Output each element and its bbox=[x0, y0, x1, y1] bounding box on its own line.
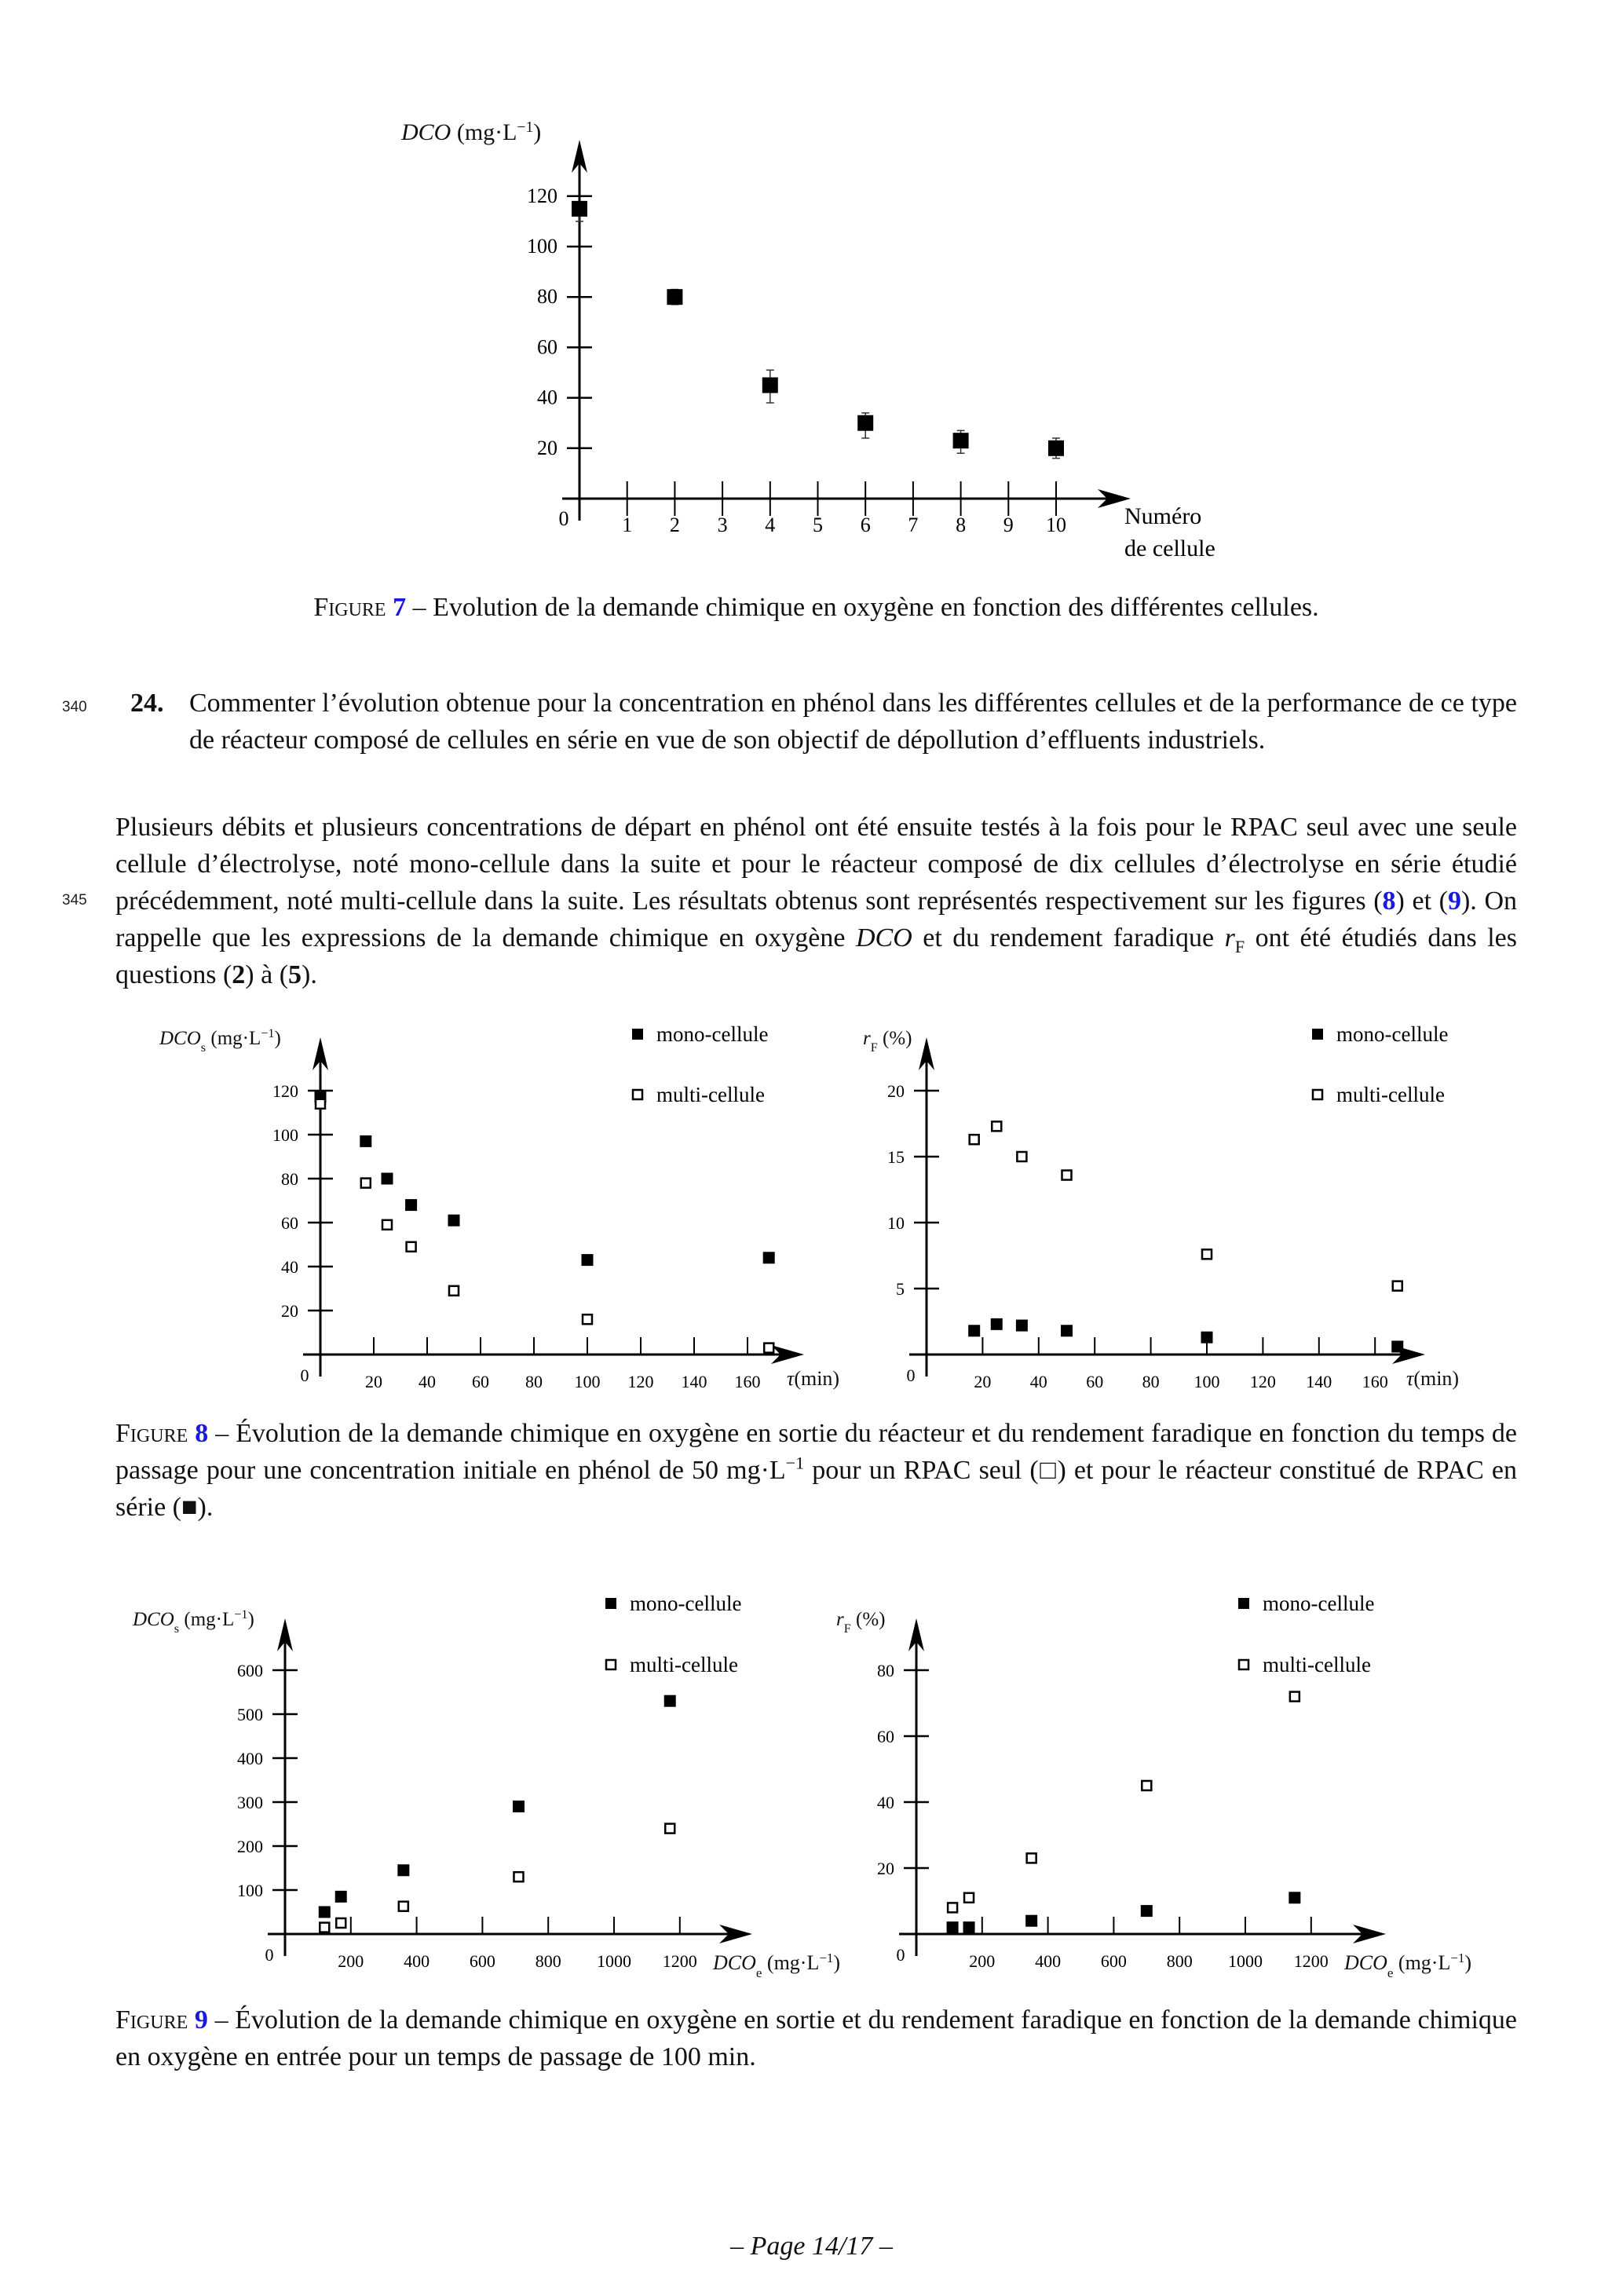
label-segment: DCO bbox=[713, 1951, 756, 1974]
figure8-caption bbox=[115, 1415, 1517, 1526]
legend-label: multi-cellule bbox=[656, 1083, 765, 1106]
data-point-mono-cellule bbox=[1201, 1332, 1213, 1344]
label-segment: ) bbox=[833, 1951, 840, 1974]
label-segment: ) bbox=[533, 119, 542, 145]
text-segment: DCO bbox=[855, 923, 912, 952]
label-segment: r bbox=[863, 1028, 871, 1049]
label-segment: (min) bbox=[1413, 1367, 1460, 1390]
x-tick-label: 1000 bbox=[1228, 1951, 1263, 1971]
x-tick-label: 40 bbox=[1029, 1372, 1047, 1391]
x-tick-label: 200 bbox=[969, 1951, 996, 1971]
data-point-multi-cellule bbox=[361, 1179, 371, 1188]
label-segment: ) bbox=[247, 1609, 254, 1630]
label-segment: −1 bbox=[261, 1026, 275, 1040]
data-point-mono-cellule bbox=[763, 1252, 775, 1263]
y-tick-label: 600 bbox=[237, 1661, 263, 1680]
label-segment: r bbox=[836, 1609, 844, 1630]
label-segment: (mg·L bbox=[179, 1609, 235, 1630]
page-footer: – Page 14/17 – bbox=[730, 2232, 893, 2261]
legend-label: mono-cellule bbox=[1336, 1022, 1449, 1046]
legend-marker-open-icon bbox=[633, 1090, 642, 1099]
label-segment: DCO bbox=[133, 1609, 174, 1630]
y-tick-label: 10 bbox=[887, 1213, 905, 1233]
label-segment: ) bbox=[1464, 1951, 1471, 1974]
data-point-mono-cellule bbox=[448, 1215, 460, 1227]
x-axis-label: Numéro bbox=[1124, 503, 1202, 529]
text-segment: r bbox=[1224, 923, 1235, 952]
x-axis-label bbox=[1406, 1367, 1459, 1390]
text-segment: ). bbox=[302, 960, 317, 989]
origin-label: 0 bbox=[558, 507, 569, 530]
label-segment: −1 bbox=[819, 1950, 834, 1965]
text-segment: −1 bbox=[785, 1453, 805, 1473]
legend-marker-open-icon bbox=[1239, 1660, 1248, 1669]
label-segment: e bbox=[1387, 1965, 1394, 1980]
y-axis-label bbox=[400, 119, 541, 146]
data-point-mono-cellule bbox=[1061, 1325, 1073, 1336]
y-tick-label: 80 bbox=[877, 1661, 894, 1680]
y-tick-label: 20 bbox=[887, 1081, 905, 1101]
label-segment: −1 bbox=[1450, 1950, 1465, 1965]
label-segment: ) bbox=[274, 1028, 281, 1049]
x-tick-label: 40 bbox=[419, 1372, 436, 1391]
x-tick-label: 4 bbox=[765, 514, 776, 536]
label-segment: DCO bbox=[159, 1028, 201, 1049]
text-segment: 5 bbox=[288, 960, 302, 989]
y-tick-label: 40 bbox=[281, 1257, 298, 1277]
label-segment: s bbox=[200, 1040, 207, 1055]
legend-marker-filled-icon bbox=[605, 1598, 616, 1609]
label-segment: τ bbox=[1406, 1367, 1414, 1390]
origin-label: 0 bbox=[896, 1945, 905, 1965]
data-point-multi-cellule bbox=[948, 1903, 957, 1912]
data-point-multi-cellule bbox=[764, 1344, 773, 1353]
x-tick-label: 80 bbox=[525, 1372, 543, 1391]
data-point-mono-cellule bbox=[382, 1173, 393, 1185]
text-segment: Figure bbox=[115, 1419, 188, 1448]
label-segment: F bbox=[843, 1621, 851, 1636]
x-tick-label: 600 bbox=[1100, 1951, 1127, 1971]
data-point-DCO bbox=[762, 378, 778, 393]
data-point-multi-cellule bbox=[665, 1824, 674, 1834]
data-point-mono-cellule bbox=[335, 1891, 347, 1903]
x-tick-label: 7 bbox=[908, 514, 919, 536]
text-segment: et du rendement faradique bbox=[912, 923, 1225, 952]
x-tick-label: 800 bbox=[1166, 1951, 1193, 1971]
data-point-DCO bbox=[1048, 441, 1064, 456]
y-tick-label: 100 bbox=[527, 235, 557, 258]
x-tick-label: 400 bbox=[1035, 1951, 1062, 1971]
label-segment: e bbox=[755, 1965, 762, 1980]
legend-label: mono-cellule bbox=[1263, 1592, 1375, 1615]
legend-marker-open-icon bbox=[1313, 1090, 1322, 1099]
label-segment: (mg·L bbox=[1393, 1951, 1451, 1974]
label-segment: (%) bbox=[877, 1028, 912, 1049]
x-tick-label: 200 bbox=[338, 1951, 364, 1971]
x-tick-label: 160 bbox=[1362, 1372, 1388, 1391]
y-tick-label: 120 bbox=[527, 184, 557, 207]
figure7-caption bbox=[115, 589, 1517, 626]
data-point-multi-cellule bbox=[1202, 1249, 1212, 1259]
text-segment: – Évolution de la demande chimique en oxygène en sortie et du rendement faradique en fonction de la demande chimique en oxygène en entrée pour un temps de passage de 100 min. bbox=[115, 2005, 1518, 2071]
line-number: 340 bbox=[62, 699, 87, 715]
y-tick-label: 100 bbox=[272, 1125, 298, 1145]
x-tick-label: 120 bbox=[1249, 1372, 1276, 1391]
x-tick-label: 60 bbox=[472, 1372, 489, 1391]
data-point-DCO bbox=[572, 201, 587, 217]
text-segment: Figure bbox=[313, 593, 386, 622]
x-tick-label: 80 bbox=[1142, 1372, 1160, 1391]
x-tick-label: 140 bbox=[681, 1372, 707, 1391]
y-tick-label: 60 bbox=[281, 1213, 298, 1233]
text-segment bbox=[386, 593, 393, 622]
x-tick-label: 2 bbox=[669, 514, 680, 536]
text-segment: ). On rappelle que les expressions de la demande chimique en oxygène bbox=[115, 887, 1517, 952]
legend-marker-open-icon bbox=[606, 1660, 616, 1669]
data-point-multi-cellule bbox=[1017, 1152, 1026, 1161]
origin-label: 0 bbox=[906, 1366, 916, 1385]
y-tick-label: 20 bbox=[877, 1859, 894, 1878]
text-segment: – Évolution de la demande chimique en oxygène en sortie du réacteur et du rendement faradique en fonction du temps de passage pour une concentration initiale en phénol de 50 mg·L bbox=[115, 1419, 1518, 1485]
data-point-multi-cellule bbox=[1027, 1853, 1036, 1863]
text-segment: Commenter l’évolution obtenue pour la concentration en phénol dans les différentes cellules et de la performance de ce type de réacteur composé de cellules en série en vue de son objectif de dépollution d’effluents industriels. bbox=[189, 689, 1517, 755]
legend-marker-filled-icon bbox=[632, 1029, 643, 1040]
y-tick-label: 40 bbox=[537, 386, 557, 409]
x-tick-label: 60 bbox=[1086, 1372, 1104, 1391]
data-point-mono-cellule bbox=[1391, 1340, 1403, 1352]
y-tick-label: 60 bbox=[877, 1727, 894, 1746]
data-point-multi-cellule bbox=[382, 1220, 392, 1230]
legend-label: multi-cellule bbox=[630, 1653, 738, 1676]
label-segment: DCO bbox=[401, 119, 451, 145]
text-segment: ) et ( bbox=[1395, 887, 1448, 916]
x-tick-label: 120 bbox=[627, 1372, 654, 1391]
data-point-mono-cellule bbox=[1141, 1905, 1153, 1917]
x-tick-label: 800 bbox=[535, 1951, 561, 1971]
label-segment: −1 bbox=[517, 119, 534, 136]
legend-label: multi-cellule bbox=[1263, 1653, 1371, 1676]
label-segment: −1 bbox=[234, 1607, 248, 1621]
x-axis-label: de cellule bbox=[1124, 536, 1215, 561]
y-tick-label: 200 bbox=[237, 1837, 263, 1856]
data-point-mono-cellule bbox=[968, 1325, 980, 1336]
data-point-multi-cellule bbox=[1290, 1692, 1299, 1702]
x-tick-label: 8 bbox=[956, 514, 967, 536]
x-tick-label: 9 bbox=[1003, 514, 1014, 536]
data-point-multi-cellule bbox=[320, 1923, 329, 1932]
label-segment: F bbox=[870, 1040, 878, 1055]
label-segment: τ bbox=[787, 1367, 795, 1390]
x-tick-label: 600 bbox=[469, 1951, 495, 1971]
data-point-DCO bbox=[667, 289, 682, 305]
data-point-mono-cellule bbox=[664, 1695, 676, 1707]
x-axis-label bbox=[787, 1367, 839, 1390]
x-tick-label: 3 bbox=[717, 514, 728, 536]
origin-label: 0 bbox=[300, 1366, 309, 1385]
y-tick-label: 80 bbox=[537, 285, 557, 309]
data-point-DCO bbox=[953, 433, 969, 448]
label-segment: (mg·L bbox=[762, 1951, 820, 1974]
y-axis-label bbox=[836, 1609, 886, 1636]
data-point-mono-cellule bbox=[397, 1864, 409, 1876]
y-tick-label: 80 bbox=[281, 1169, 298, 1189]
x-tick-label: 140 bbox=[1306, 1372, 1332, 1391]
label-segment: (mg·L bbox=[451, 119, 517, 145]
text-segment bbox=[188, 1419, 195, 1448]
label-segment: DCO bbox=[1344, 1951, 1387, 1974]
y-tick-label: 20 bbox=[537, 436, 557, 459]
y-tick-label: 5 bbox=[896, 1279, 905, 1299]
data-point-multi-cellule bbox=[970, 1135, 979, 1144]
figure-reference-link[interactable]: 9 bbox=[194, 2005, 208, 2035]
data-point-mono-cellule bbox=[963, 1921, 975, 1933]
data-point-mono-cellule bbox=[405, 1199, 417, 1211]
x-tick-label: 20 bbox=[974, 1372, 992, 1391]
data-point-multi-cellule bbox=[1142, 1781, 1151, 1790]
figure-reference-link[interactable]: 8 bbox=[195, 1419, 209, 1448]
data-point-mono-cellule bbox=[319, 1907, 331, 1918]
figure-reference-link[interactable]: 9 bbox=[1447, 887, 1461, 916]
x-tick-label: 400 bbox=[404, 1951, 430, 1971]
text-segment bbox=[188, 2005, 195, 2035]
text-segment: pour un RPAC seul (□) et pour le réacteur constitué de RPAC en série (■). bbox=[115, 1456, 1518, 1522]
y-tick-label: 60 bbox=[537, 335, 557, 359]
legend-label: multi-cellule bbox=[1336, 1083, 1445, 1106]
x-tick-label: 20 bbox=[365, 1372, 382, 1391]
legend-label: mono-cellule bbox=[656, 1022, 769, 1046]
question-number: 24. bbox=[130, 689, 164, 718]
data-point-multi-cellule bbox=[1393, 1281, 1402, 1291]
figure-reference-link[interactable]: 7 bbox=[393, 593, 407, 622]
text-segment: ont été étudiés dans les questions ( bbox=[115, 923, 1517, 989]
text-segment: 2 bbox=[232, 960, 246, 989]
data-point-multi-cellule bbox=[583, 1314, 592, 1324]
y-axis-label bbox=[159, 1026, 281, 1055]
y-tick-label: 300 bbox=[237, 1793, 263, 1812]
label-segment: (%) bbox=[850, 1609, 886, 1630]
text-segment: Figure bbox=[115, 2005, 188, 2035]
data-point-mono-cellule bbox=[1016, 1320, 1028, 1332]
body-paragraph bbox=[115, 809, 1517, 993]
label-segment: (min) bbox=[794, 1367, 840, 1390]
legend-marker-filled-icon bbox=[1312, 1029, 1323, 1040]
y-tick-label: 100 bbox=[237, 1881, 263, 1900]
data-point-mono-cellule bbox=[1025, 1915, 1037, 1927]
y-tick-label: 500 bbox=[237, 1705, 263, 1724]
question-text bbox=[189, 685, 1517, 759]
x-tick-label: 1200 bbox=[1293, 1951, 1329, 1971]
x-tick-label: 1 bbox=[622, 514, 633, 536]
data-point-multi-cellule bbox=[449, 1286, 459, 1296]
data-point-multi-cellule bbox=[316, 1099, 325, 1109]
data-point-multi-cellule bbox=[1062, 1171, 1072, 1180]
y-axis-label bbox=[863, 1028, 912, 1055]
data-point-multi-cellule bbox=[399, 1902, 408, 1911]
x-tick-label: 6 bbox=[860, 514, 871, 536]
y-tick-label: 20 bbox=[281, 1301, 298, 1321]
legend-label: mono-cellule bbox=[630, 1592, 742, 1615]
label-segment: s bbox=[174, 1621, 180, 1636]
text-segment: Plusieurs débits et plusieurs concentrations de départ en phénol ont été ensuite testés à la fois pour le RPAC seul avec une seule cellule d’électrolyse, noté mono-cellule dans la suite et pour le réacteur composé de dix cellules d’électrolyse en série étudié précédemment, noté multi-cellule dans la suite. Les résultats obtenus sont représentés respectivement sur les figures ( bbox=[115, 813, 1517, 916]
line-number: 345 bbox=[62, 892, 87, 909]
y-axis-label bbox=[132, 1607, 254, 1636]
data-point-DCO bbox=[857, 415, 873, 431]
text-segment: – Evolution de la demande chimique en oxygène en fonction des différentes cellules. bbox=[406, 593, 1319, 622]
x-axis-label bbox=[1343, 1951, 1471, 1980]
data-point-mono-cellule bbox=[1289, 1892, 1300, 1903]
text-segment: F bbox=[1234, 936, 1245, 956]
label-segment: (mg·L bbox=[206, 1028, 261, 1049]
data-point-mono-cellule bbox=[991, 1318, 1003, 1330]
y-tick-label: 400 bbox=[237, 1749, 263, 1768]
y-tick-label: 15 bbox=[887, 1147, 905, 1167]
data-point-multi-cellule bbox=[407, 1242, 416, 1252]
x-tick-label: 10 bbox=[1046, 514, 1066, 536]
data-point-multi-cellule bbox=[514, 1872, 523, 1881]
y-tick-label: 40 bbox=[877, 1793, 894, 1812]
data-point-mono-cellule bbox=[947, 1921, 959, 1933]
x-tick-label: 5 bbox=[813, 514, 823, 536]
data-point-mono-cellule bbox=[360, 1135, 371, 1147]
data-point-multi-cellule bbox=[336, 1918, 345, 1928]
x-tick-label: 100 bbox=[574, 1372, 601, 1391]
figure9-caption bbox=[115, 2002, 1517, 2075]
data-point-multi-cellule bbox=[964, 1893, 974, 1903]
x-axis-label bbox=[712, 1951, 840, 1980]
data-point-multi-cellule bbox=[992, 1121, 1001, 1131]
x-tick-label: 100 bbox=[1193, 1372, 1220, 1391]
x-tick-label: 1000 bbox=[597, 1951, 631, 1971]
x-tick-label: 1200 bbox=[662, 1951, 697, 1971]
data-point-mono-cellule bbox=[513, 1801, 525, 1812]
data-point-mono-cellule bbox=[582, 1254, 594, 1266]
y-tick-label: 120 bbox=[272, 1081, 298, 1101]
text-segment: ) à ( bbox=[245, 960, 289, 989]
x-tick-label: 160 bbox=[734, 1372, 761, 1391]
figure-reference-link[interactable]: 8 bbox=[1382, 887, 1396, 916]
origin-label: 0 bbox=[265, 1945, 274, 1965]
legend-marker-filled-icon bbox=[1238, 1598, 1249, 1609]
